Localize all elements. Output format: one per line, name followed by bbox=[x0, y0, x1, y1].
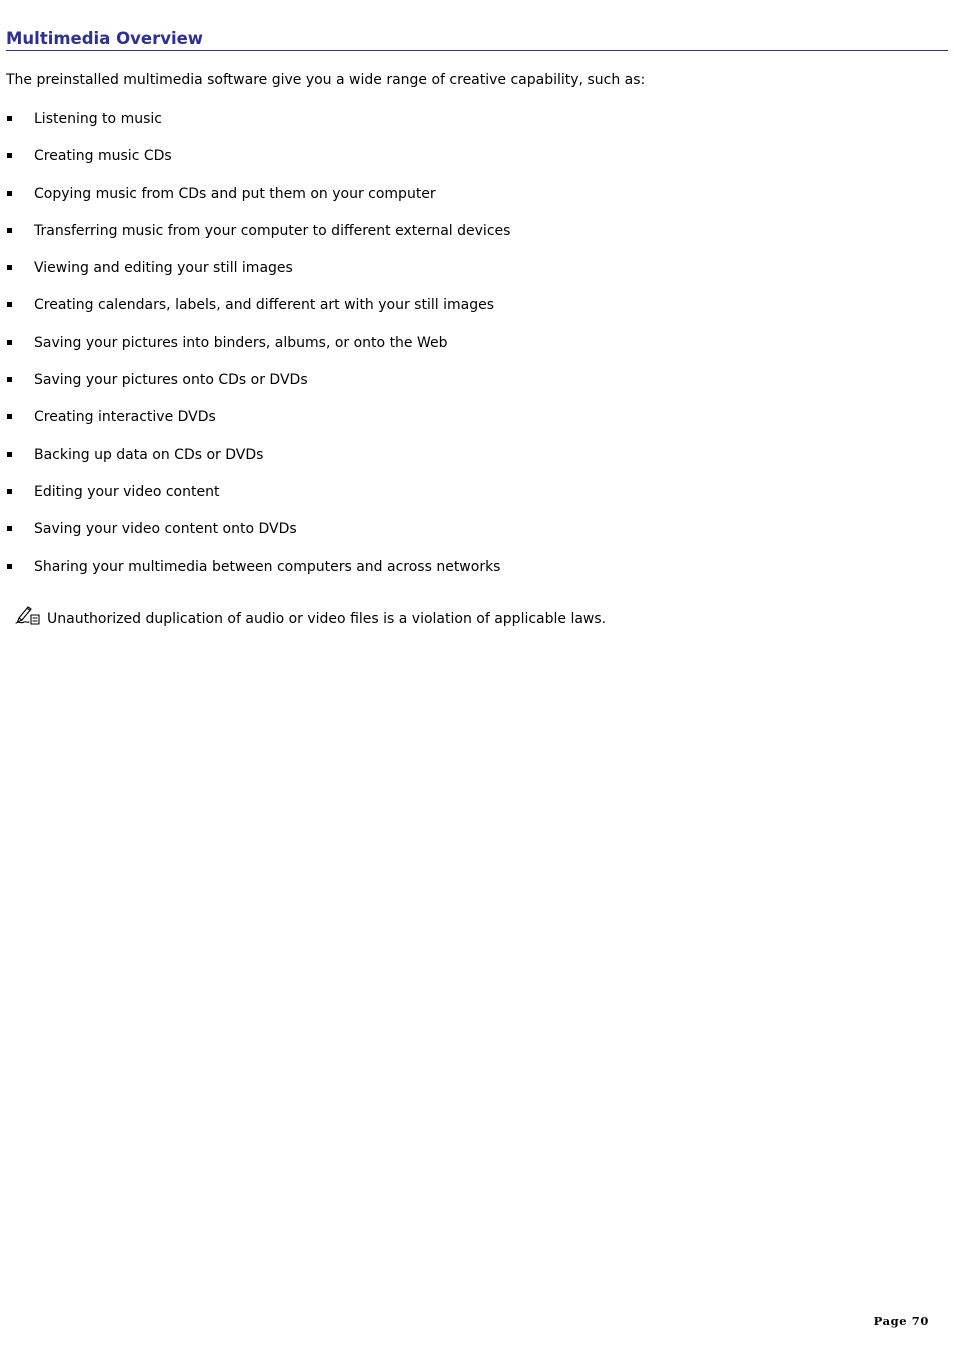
list-item-text: Copying music from CDs and put them on your computer bbox=[34, 185, 436, 202]
list-item-text: Editing your video content bbox=[34, 483, 220, 500]
square-bullet-icon bbox=[7, 340, 12, 345]
note-pen-icon bbox=[14, 604, 40, 626]
square-bullet-icon bbox=[7, 265, 12, 270]
square-bullet-icon bbox=[7, 526, 12, 531]
square-bullet-icon bbox=[7, 153, 12, 158]
square-bullet-icon bbox=[7, 302, 12, 307]
intro-paragraph: The preinstalled multimedia software give you a wide range of creative capability, such as: bbox=[6, 72, 646, 88]
square-bullet-icon bbox=[7, 116, 12, 121]
list-item-text: Creating calendars, labels, and different art with your still images bbox=[34, 297, 494, 314]
list-item-text: Backing up data on CDs or DVDs bbox=[34, 446, 264, 463]
page-title: Multimedia Overview bbox=[6, 28, 948, 51]
list-item-text: Creating interactive DVDs bbox=[34, 409, 216, 426]
list-item-text: Transferring music from your computer to different external devices bbox=[34, 222, 511, 239]
square-bullet-icon bbox=[7, 377, 12, 382]
list-item-text: Creating music CDs bbox=[34, 148, 172, 165]
square-bullet-icon bbox=[7, 191, 12, 196]
list-item-text: Viewing and editing your still images bbox=[34, 260, 293, 277]
page-number: Page 70 bbox=[873, 1314, 929, 1328]
square-bullet-icon bbox=[7, 564, 12, 569]
list-item-text: Saving your pictures onto CDs or DVDs bbox=[34, 372, 308, 389]
list-item-text: Saving your video content onto DVDs bbox=[34, 521, 297, 538]
list-item-text: Listening to music bbox=[34, 111, 162, 127]
square-bullet-icon bbox=[7, 228, 12, 233]
list-item-text: Sharing your multimedia between computers and across networks bbox=[34, 558, 501, 575]
square-bullet-icon bbox=[7, 489, 12, 494]
note-text: Unauthorized duplication of audio or video files is a violation of applicable laws. bbox=[47, 611, 607, 627]
square-bullet-icon bbox=[7, 414, 12, 419]
list-item-text: Saving your pictures into binders, albums, or onto the Web bbox=[34, 334, 448, 351]
square-bullet-icon bbox=[7, 452, 12, 457]
